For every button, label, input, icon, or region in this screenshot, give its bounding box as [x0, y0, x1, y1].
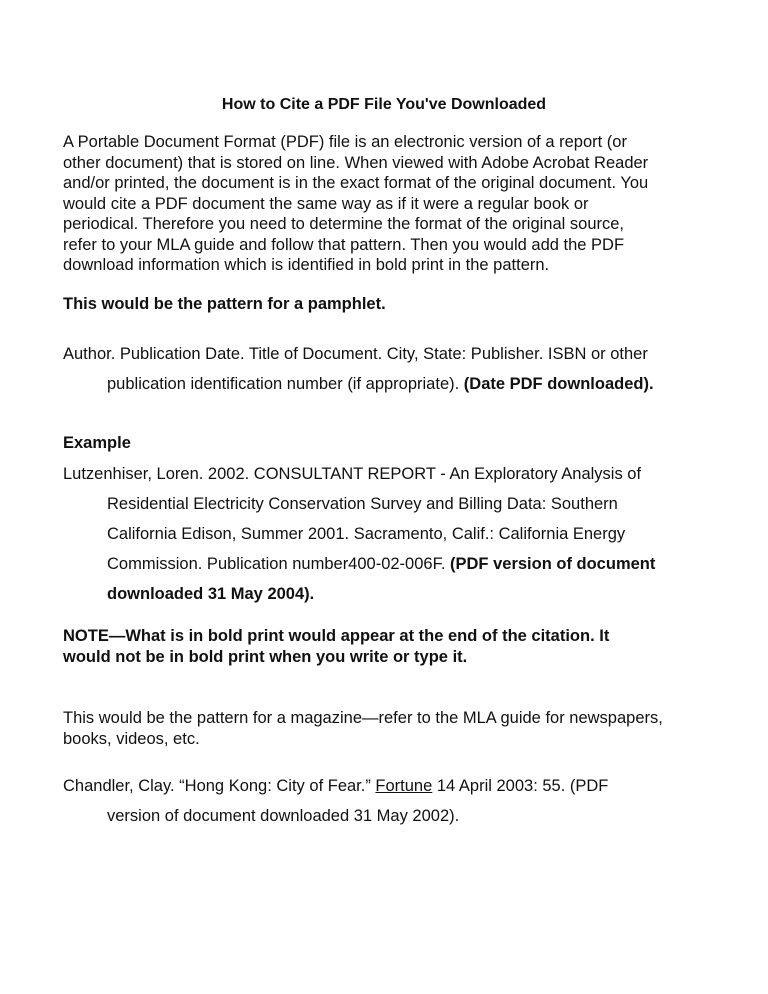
citation-line: Lutzenhiser, Loren. 2002. CONSULTANT REPORT - An Exploratory Analysis of [63, 465, 642, 483]
pattern-text: publication identification number (if appropriate). [107, 375, 464, 393]
example-citation [63, 459, 713, 609]
intro-line: periodical. Therefore you need to determine the format of the original source, [63, 215, 625, 233]
pattern-line [63, 369, 713, 399]
intro-line: would cite a PDF document the same way as if it were a regular book or [63, 194, 589, 213]
citation-line: Residential Electricity Conservation Survey and Billing Data: Southern [107, 495, 618, 513]
magazine-title-underlined: Fortune [375, 777, 433, 795]
magazine-citation [63, 771, 713, 831]
citation-line: downloaded 31 May 2004). [107, 585, 315, 603]
pamphlet-pattern [63, 339, 713, 399]
intro-line: other document) that is stored on line. When viewed with Adobe Acrobat Reader [63, 153, 649, 172]
magazine-citation-text: 14 April 2003: 55. (PDF [432, 777, 609, 795]
pattern-line: Author. Publication Date. Title of Document. City, State: Publisher. ISBN or other [63, 345, 648, 363]
magazine-line: This would be the pattern for a magazine—refer to the MLA guide for newspapers, [63, 709, 663, 727]
intro-line: download information which is identified in bold print in the pattern. [63, 256, 550, 274]
pamphlet-heading: This would be the pattern for a pamphlet. [63, 295, 386, 313]
intro-paragraph [63, 132, 713, 276]
magazine-citation-line: version of document downloaded 31 May 2002). [107, 807, 460, 825]
intro-line: and/or printed, the document is in the exact format of the original document. You [63, 174, 649, 192]
magazine-citation-text: Chandler, Clay. “Hong Kong: City of Fear.” [63, 777, 376, 795]
citation-bold-text: (PDF version of document [450, 555, 656, 573]
magazine-line: books, videos, etc. [63, 729, 200, 748]
note-line: would not be in bold print when you write or type it. [63, 647, 468, 666]
magazine-citation-line [63, 771, 713, 801]
magazine-paragraph [63, 708, 713, 749]
pattern-bold-text: (Date PDF downloaded). [463, 375, 654, 393]
page-title: How to Cite a PDF File You've Downloaded [221, 96, 547, 113]
citation-line: California Edison, Summer 2001. Sacramento, Calif.: California Energy [107, 525, 626, 543]
intro-line: A Portable Document Format (PDF) file is an electronic version of a report (or [63, 133, 627, 151]
intro-line: refer to your MLA guide and follow that pattern. Then you would add the PDF [63, 235, 625, 254]
citation-text: Commission. Publication number400-02-006F. [107, 555, 451, 573]
note-line: NOTE—What is in bold print would appear at the end of the citation. It [63, 627, 610, 645]
citation-line [63, 549, 713, 579]
note-paragraph [63, 626, 713, 667]
example-heading: Example [63, 434, 131, 452]
